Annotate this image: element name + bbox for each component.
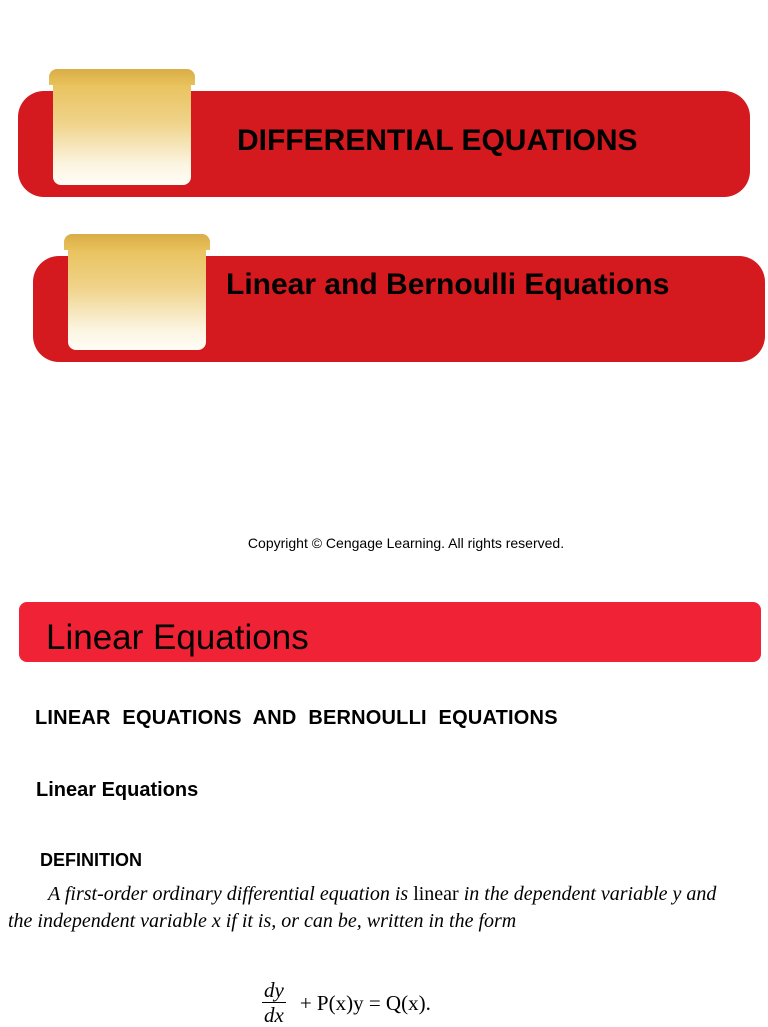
subsection-heading: Linear Equations (36, 779, 199, 801)
definition-text-a: A first-order ordinary differential equation is (48, 883, 414, 905)
page-subtitle: Linear and Bernoulli Equations (226, 268, 670, 301)
page-title: DIFFERENTIAL EQUATIONS (237, 124, 638, 157)
definition-label: DEFINITION (40, 850, 142, 870)
fraction-denominator: dx (264, 1003, 284, 1027)
definition-term-linear: linear (413, 883, 459, 905)
title-banner-tab (53, 81, 191, 185)
section-heading: LINEAR EQUATIONS AND BERNOULLI EQUATIONS (35, 707, 558, 729)
definition-text-line-2: the independent variable x if it is, or can be, written in the form (8, 910, 517, 932)
equation-rhs: + P(x)y = Q(x). (299, 991, 431, 1015)
derivative-fraction (262, 978, 286, 1027)
fraction-numerator: dy (264, 978, 284, 1002)
definition-text-c: in the dependent variable y and (458, 883, 717, 905)
linear-equation-formula (262, 978, 431, 1027)
subtitle-banner-tab (68, 246, 206, 350)
slide-header-title: Linear Equations (46, 618, 309, 657)
copyright-notice: Copyright © Cengage Learning. All rights reserved. (247, 535, 565, 551)
definition-text-line-1 (48, 883, 716, 906)
